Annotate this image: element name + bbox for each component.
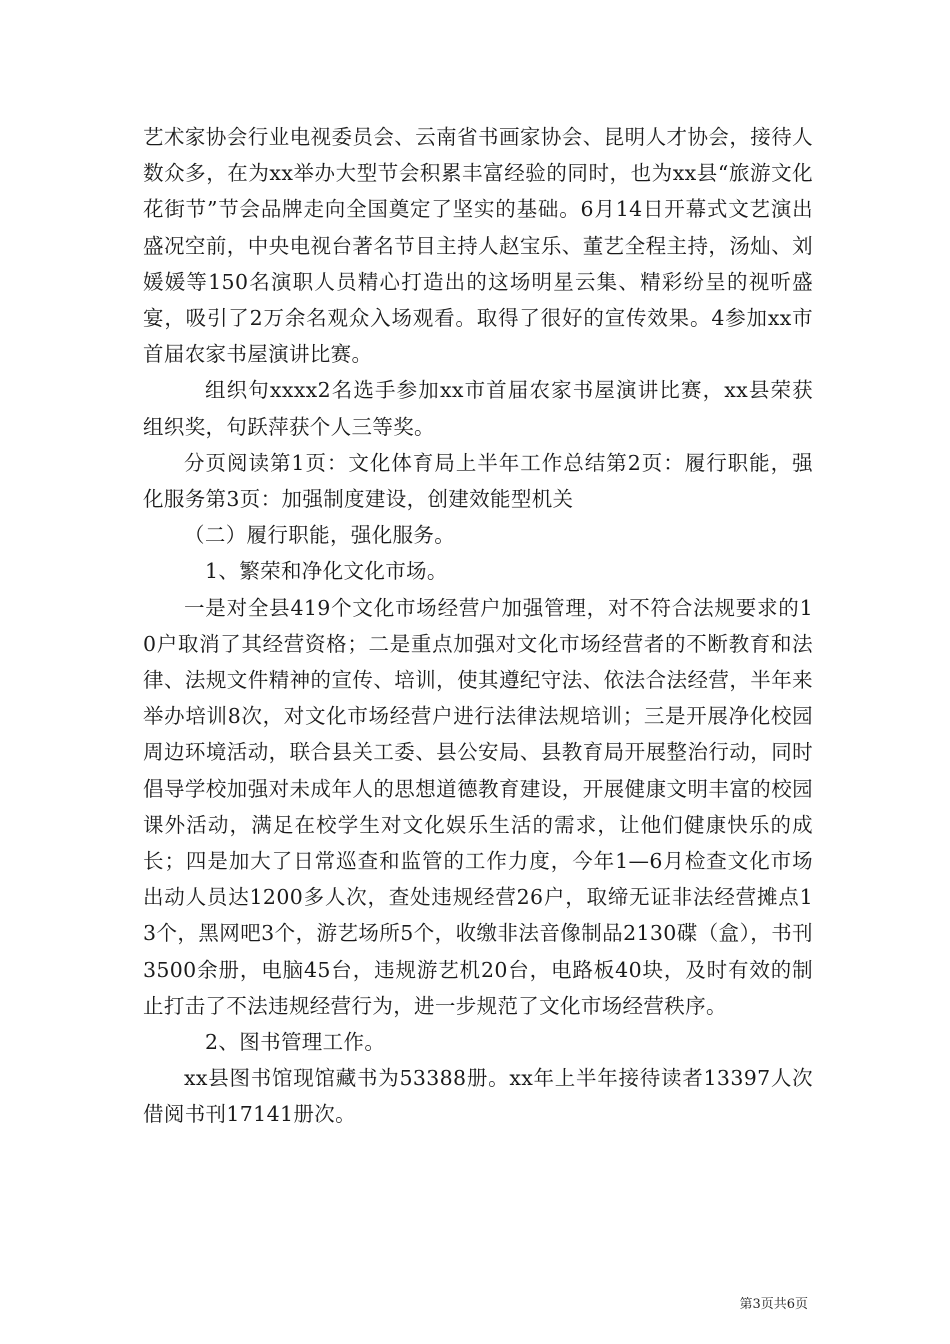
paragraph-culture-market: 一是对全县419个文化市场经营户加强管理，对不符合法规要求的10户取消了其经营资格；二是重点加强对文化市场经营者的不断教育和法律、法规文件精神的宣传、培训，使其遵纪守法、依法合法经营，半年来举办培训8次，对文化市场经营户进行法律法规培训；三是开展净化校园周边环境活动，联合县关工委、县公安局、县教育局开展整治行动，同时倡导学校加强对未成年人的思想道德教育建设，开展健康文明丰富的校园课外活动，满足在校学生对文化娱乐生活的需求，让他们健康快乐的成长；四是加大了日常巡查和监管的工作力度，今年1—6月检查文化市场出动人员达1200多人次，查处违规经营26户，取缔无证非法经营摊点13个，黑网吧3个，游艺场所5个，收缴非法音像制品2130碟（盒），书刊3500余册，电脑45台，违规游艺机20台，电路板40块，及时有效的制止打击了不法违规经营行为，进一步规范了文化市场经营秩序。: [143, 595, 813, 1018]
paragraph-continuation: 艺术家协会行业电视委员会、云南省书画家协会、昆明人才协会，接待人数众多，在为xx举办大型节会积累丰富经验的同时，也为xx县“旅游文化花街节”节会品牌走向全国奠定了坚实的基础。6月14日开幕式文艺演出盛况空前，中央电视台著名节目主持人赵宝乐、董艺全程主持，汤灿、刘媛媛等150名演职人员精心打造出的这场明星云集、精彩纷呈的视听盛宴，吸引了2万余名观众入场观看。取得了很好的宣传效果。4参加xx市首届农家书屋演讲比赛。: [143, 125, 814, 367]
document-body: [143, 119, 813, 1133]
paragraph-page-navigation: 分页阅读第1页：文化体育局上半年工作总结第2页：履行职能，强化服务第3页：加强制度建设，创建效能型机关: [143, 450, 813, 512]
paragraph-library: xx县图书馆现馆藏书为53388册。xx年上半年接待读者13397人次借阅书刊17141册次。: [143, 1066, 813, 1127]
section-heading-duties: （二）履行职能，强化服务。: [184, 523, 456, 548]
paragraph-speech-contest: 组织句xxxx2名选手参加xx市首届农家书屋演讲比赛，xx县荣获组织奖，句跃萍获个人三等奖。: [143, 378, 813, 439]
subheading-culture-market: 1、繁荣和净化文化市场。: [205, 559, 448, 584]
subheading-library: 2、图书管理工作。: [205, 1030, 386, 1055]
page-number-footer: 第3页共6页: [739, 1297, 808, 1312]
